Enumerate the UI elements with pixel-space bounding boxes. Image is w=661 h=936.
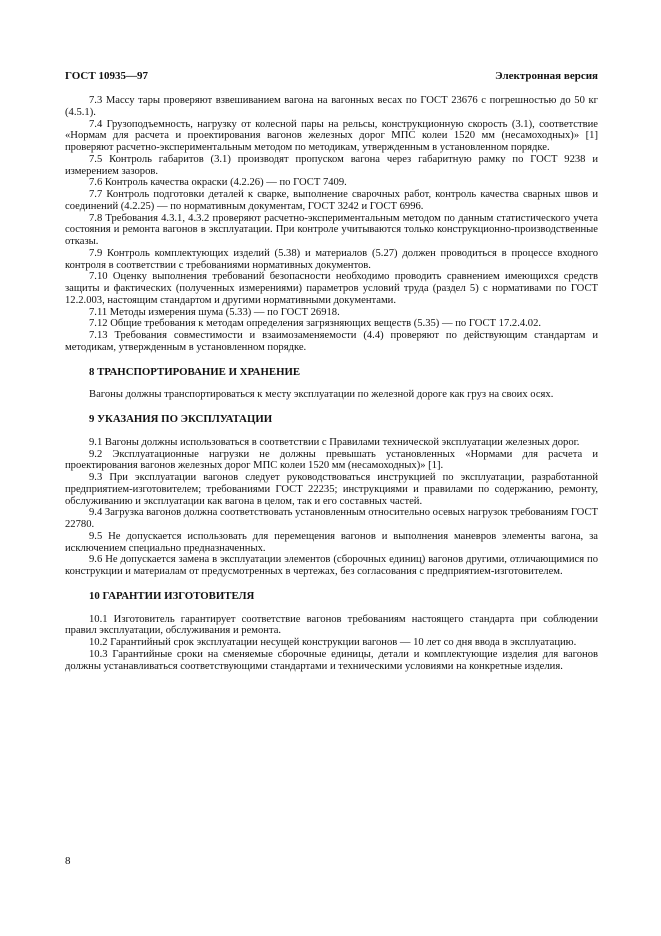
paragraph-9-1: 9.1 Вагоны должны использоваться в соответствии с Правилами технической эксплуатации железных дорог.: [89, 436, 580, 448]
edition-label: Электронная версия: [495, 70, 598, 82]
page-number: 8: [65, 855, 71, 867]
paragraph-7-6: 7.6 Контроль качества окраски (4.2.26) — по ГОСТ 7409.: [89, 177, 347, 189]
paragraph-10-2: 10.2 Гарантийный срок эксплуатации несущей конструкции вагонов — 10 лет со дня ввода в эксплуатацию.: [89, 637, 577, 648]
paragraph-10-3: 10.3 Гарантийные сроки на сменяемые сборочные единицы, детали и комплектующие изделия для вагонов должны устанавливаться соответствующими стандартами и техническими условиями на конкретные изделия.: [65, 648, 598, 672]
section-8-heading: 8 ТРАНСПОРТИРОВАНИЕ И ХРАНЕНИЕ: [89, 365, 301, 378]
paragraph-7-9: 7.9 Контроль комплектующих изделий (5.38) и материалов (5.27) должен проводиться в процессе входного контроля в соответствии с требованиями нормативных документов.: [65, 247, 598, 271]
paragraph-10-1: 10.1 Изготовитель гарантирует соответствие вагонов требованиям настоящего стандарта при соблюдении правил эксплуатации, обслуживания и ремонта.: [65, 613, 598, 637]
paragraph-7-10: 7.10 Оценку выполнения требований безопасности необходимо проводить сравнением имеющихся средств защиты и фактических (полученных измерениями) параметров условий труда (раздел 5) с нормативами по ГОСТ 12.2.003, настоящим стандартом и другими нормативными документами.: [65, 271, 598, 306]
paragraph-7-7: 7.7 Контроль подготовки деталей к сварке, выполнение сварочных работ, контроль качества сварных швов и соединений (4.2.25) — по нормативным документам, ГОСТ 3242 и ГОСТ 6996.: [65, 189, 598, 212]
paragraph-7-3: 7.3 Массу тары проверяют взвешиванием вагона на вагонных весах по ГОСТ 23676 с погрешностью до 50 кг (4.5.1).: [65, 95, 598, 118]
section-10-heading: 10 ГАРАНТИИ ИЗГОТОВИТЕЛЯ: [89, 589, 255, 602]
document-body: [65, 95, 598, 672]
paragraph-7-8: 7.8 Требования 4.3.1, 4.3.2 проверяют расчетно-экспериментальным методом по данным статистического учета состояния и ремонта вагонов в эксплуатации. При контроле учитываются только конструкционно-производственные отказы.: [65, 212, 598, 247]
paragraph-7-12: 7.12 Общие требования к методам определения загрязняющих веществ (5.35) — по ГОСТ 17.2.4.02.: [89, 318, 542, 330]
paragraph-7-11: 7.11 Методы измерения шума (5.33) — по ГОСТ 26918.: [89, 306, 340, 318]
paragraph-9-2: 9.2 Эксплуатационные нагрузки не должны превышать установленных «Нормами для расчета и проектирования вагонов железных дорог МПС колеи 1520 мм (несамоходных)» [1].: [65, 448, 598, 472]
paragraph-7-5: 7.5 Контроль габаритов (3.1) производят пропуском вагона через габаритную рамку по ГОСТ 9238 и измерением зазоров.: [65, 153, 598, 177]
section-8-text: Вагоны должны транспортироваться к месту эксплуатации по железной дороге как груз на своих осях.: [89, 389, 554, 401]
section-9-heading: 9 УКАЗАНИЯ ПО ЭКСПЛУАТАЦИИ: [89, 413, 273, 425]
paragraph-7-4: 7.4 Грузоподъемность, нагрузку от колесной пары на рельсы, конструкционную скорость (3.1), соответствие «Нормам для расчета и проектирования вагонов железных дорог МПС колеи 1520 мм (несамоходных)» [1] проверяют расчетно-экспериментальным методом по методикам, утвержденным в установленном порядке.: [65, 118, 598, 153]
paragraph-9-4: 9.4 Загрузка вагонов должна соответствовать установленным относительно осевых нагрузок требованиям ГОСТ 22780.: [65, 507, 598, 530]
paragraph-7-13: 7.13 Требования совместимости и взаимозаменяемости (4.4) проверяют по действующим стандартам и методикам, утвержденным в установленном порядке.: [65, 330, 598, 353]
paragraph-9-5: 9.5 Не допускается использовать для перемещения вагонов и выполнения маневров элементы вагона, за исключением специально предназначенных.: [65, 530, 598, 554]
paragraph-9-3: 9.3 При эксплуатации вагонов следует руководствоваться инструкцией по эксплуатации, разработанной предприятием-изготовителем; требованиями ГОСТ 22235; инструкциями и правилами по содержанию, ремонту, обслуживанию и эксплуатации как вагона в целом, так и его составных частей.: [65, 472, 598, 507]
paragraph-9-6: 9.6 Не допускается замена в эксплуатации элементов (сборочных единиц) вагонов другими, отличающимися по конструкции и материалам от предусмотренных в чертежах, без согласования с предприятием-изготовителем.: [65, 554, 598, 577]
standard-code: ГОСТ 10935—97: [65, 70, 148, 82]
